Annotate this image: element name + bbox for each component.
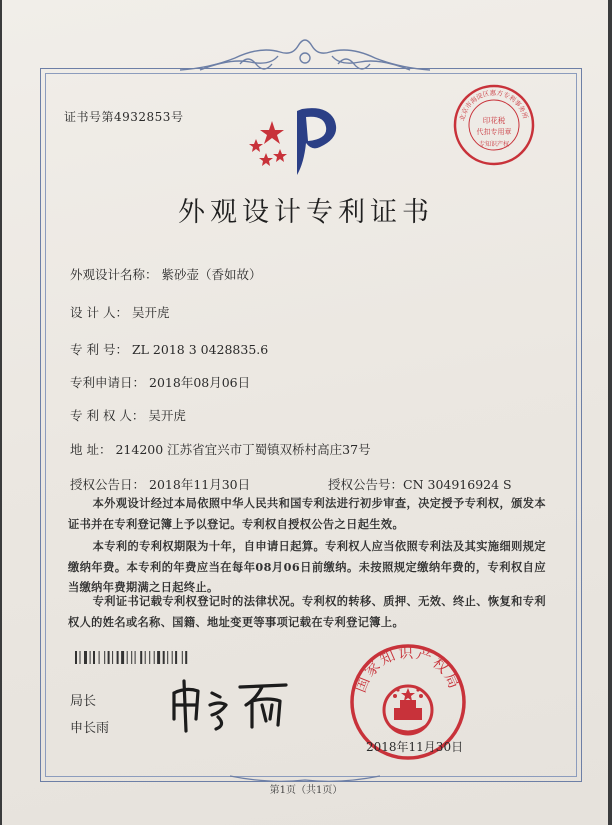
barcode-bar: [172, 651, 173, 664]
barcode: [75, 651, 225, 664]
barcode-bar: [167, 651, 168, 664]
page-title: 外观设计专利证书: [178, 197, 434, 228]
field-label: 专 利 号：: [70, 342, 128, 357]
field-grant-date: [70, 475, 250, 493]
field-publication-number: [328, 475, 512, 493]
field-value: 紫砂壶（香如故）: [161, 267, 262, 282]
handwritten-signature: [168, 675, 298, 735]
barcode-bar: [135, 651, 136, 664]
signatory-title: 局长: [70, 694, 97, 709]
field-address: [70, 440, 371, 458]
barcode-bar: [182, 651, 183, 664]
field-value: CN 304916924 S: [403, 477, 512, 492]
field-label: 专利申请日：: [70, 375, 146, 390]
barcode-bar: [131, 651, 132, 664]
field-patent-number: [70, 340, 268, 358]
field-designer: [70, 303, 169, 321]
agent-stamp-center-1: 印花税: [482, 116, 506, 125]
field-value: ZL 2018 3 0428835.6: [131, 342, 269, 357]
barcode-bar: [154, 651, 155, 664]
field-label: 地 址：: [70, 442, 112, 457]
certificate-number: 证书号第4932853号: [64, 110, 184, 124]
field-label: 外观设计名称：: [70, 267, 158, 282]
field-value: 214200 江苏省宜兴市丁蜀镇双桥村高庄37号: [115, 442, 371, 457]
barcode-bar: [117, 651, 119, 664]
national-emblem-icon: [384, 686, 432, 734]
field-value: 吴开虎: [131, 305, 170, 320]
barcode-bar: [121, 651, 124, 664]
barcode-bar: [185, 651, 187, 664]
barcode-bar: [127, 651, 128, 664]
field-label: 设 计 人：: [70, 305, 128, 320]
field-label: 授权公告号：: [328, 477, 404, 492]
barcode-bar: [149, 651, 150, 664]
barcode-bar: [108, 651, 110, 664]
agent-stamp: [452, 83, 536, 167]
paragraph-grant: 本外观设计经过本局依照中华人民共和国专利法进行初步审查，决定授予专利权，颁发本证书并在专利登记簿上予以登记。专利权自授权公告之日起生效。: [68, 496, 546, 531]
agent-stamp-bottom: 专知识产权: [478, 141, 510, 148]
field-application-date: [70, 373, 250, 391]
field-patentee: [70, 406, 186, 424]
field-value: 2018年11月30日: [149, 477, 251, 492]
top-ornament: [180, 28, 430, 78]
field-value: 吴开虎: [148, 408, 186, 423]
field-label: 专 利 权 人：: [70, 408, 145, 423]
barcode-bar: [175, 651, 177, 664]
page-number: 第1页（共1页）: [269, 785, 343, 796]
agent-stamp-center-2: 代扣专用章: [476, 128, 512, 136]
barcode-bar: [90, 651, 91, 664]
barcode-bar: [163, 651, 165, 664]
paragraph-register: 专利证书记载专利权登记时的法律状况。专利权的转移、质押、无效、终止、恢复和专利权人的姓名或名称、国籍、地址变更等事项记载在专利登记簿上。: [68, 594, 546, 629]
barcode-bar: [145, 651, 146, 664]
field-value: 2018年08月06日: [149, 375, 251, 390]
seal-date: 2018年11月30日: [366, 740, 464, 754]
barcode-bar: [80, 651, 81, 664]
cnipa-logo-icon: [242, 103, 372, 183]
barcode-bar: [75, 651, 77, 664]
signatory-name: 申长雨: [70, 721, 110, 736]
barcode-bar: [104, 651, 105, 664]
field-label: 授权公告日：: [70, 477, 146, 492]
barcode-bar: [157, 651, 160, 664]
paragraph-term: 本专利的专利权期限为十年，自申请日起算。专利权人应当依照专利法及其实施细则规定缴纳年费。本专利的年费应当在每年08月06日前缴纳。未按照规定缴纳年费的，专利权自应当缴纳年费期满之日起终止。: [68, 539, 546, 594]
barcode-bar: [84, 651, 87, 664]
bottom-ornament: [230, 770, 380, 790]
agent-stamp-ring-text: 北京市海淀区惠方专利事务所: [458, 88, 530, 122]
barcode-bar: [99, 651, 100, 664]
seal-ring-text: 国家知识产权局: [351, 643, 465, 695]
field-design-name: [70, 265, 262, 283]
barcode-bar: [140, 651, 142, 664]
barcode-bar: [93, 651, 95, 664]
barcode-bar: [112, 651, 113, 664]
